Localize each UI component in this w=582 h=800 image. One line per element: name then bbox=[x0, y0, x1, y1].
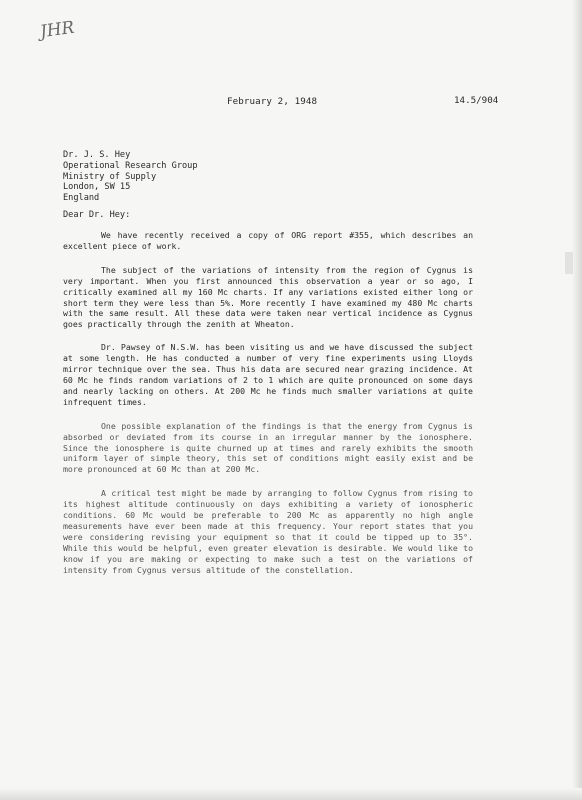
body-paragraph: We have recently received a copy of ORG report #355, which describes an excellent piece of work. bbox=[63, 230, 473, 251]
body-paragraph: A critical test might be made by arranging to follow Cygnus from rising to its highest altitude continuously on days exhibiting a variety of ionospheric conditions. 60 Mc would be preferable to 200 Mc as apparently no high angle measurements have ever been made at this frequency. Your report states that you were considering revising your equipment so that it could be tipped up to 35°. While this would be helpful, even greater elevation is desirable. We would like to know if you are making or expecting to make such a test on the variations of intensity from Cygnus versus altitude of the constellation. bbox=[63, 488, 473, 575]
scan-mark bbox=[565, 252, 573, 274]
recipient-address bbox=[63, 150, 198, 204]
letter-body bbox=[63, 230, 473, 588]
address-line: Ministry of Supply bbox=[63, 171, 157, 182]
page-edge-shadow bbox=[572, 0, 582, 800]
letter-date: February 2, 1948 bbox=[227, 96, 318, 107]
reference-number: 14.5/904 bbox=[454, 95, 499, 106]
body-paragraph: The subject of the variations of intensity from the region of Cygnus is very important. When you first announced this observation a year or so ago, I critically examined all my 160 Mc charts. If any variations existed either long or short term they were less than 5%. More recently I have examined my 480 Mc charts with the same result. All these data were taken near vertical incidence as Cygnus goes practically through the zenith at Wheaton. bbox=[63, 264, 473, 330]
address-line: Operational Research Group bbox=[63, 160, 198, 171]
address-line: Dr. J. S. Hey bbox=[63, 150, 131, 160]
body-paragraph: One possible explanation of the findings is that the energy from Cygnus is absorbed or deviated from its course in an irregular manner by the ionosphere. Since the ionosphere is quite churned up at times and rarely exhibits the smooth uniform layer of simple theory, this set of conditions might easily exist and be more pronounced at 60 Mc than at 200 Mc. bbox=[63, 420, 473, 475]
address-line: England bbox=[63, 193, 100, 204]
handwritten-initials: JHR bbox=[38, 17, 76, 43]
page-bottom-shadow bbox=[0, 788, 582, 800]
address-line: London, SW 15 bbox=[63, 182, 131, 193]
body-paragraph: Dr. Pawsey of N.S.W. has been visiting us and we have discussed the subject at some length. He has conducted a number of very fine experiments using Lloyds mirror technique over the sea. Thus his data are secured near grazing incidence. At 60 Mc he finds random variations of 2 to 1 which are quite pronounced on some days and nearly lacking on others. At 200 Mc he finds much smaller variations at quite infrequent times. bbox=[63, 342, 473, 407]
salutation: Dear Dr. Hey: bbox=[63, 210, 131, 220]
